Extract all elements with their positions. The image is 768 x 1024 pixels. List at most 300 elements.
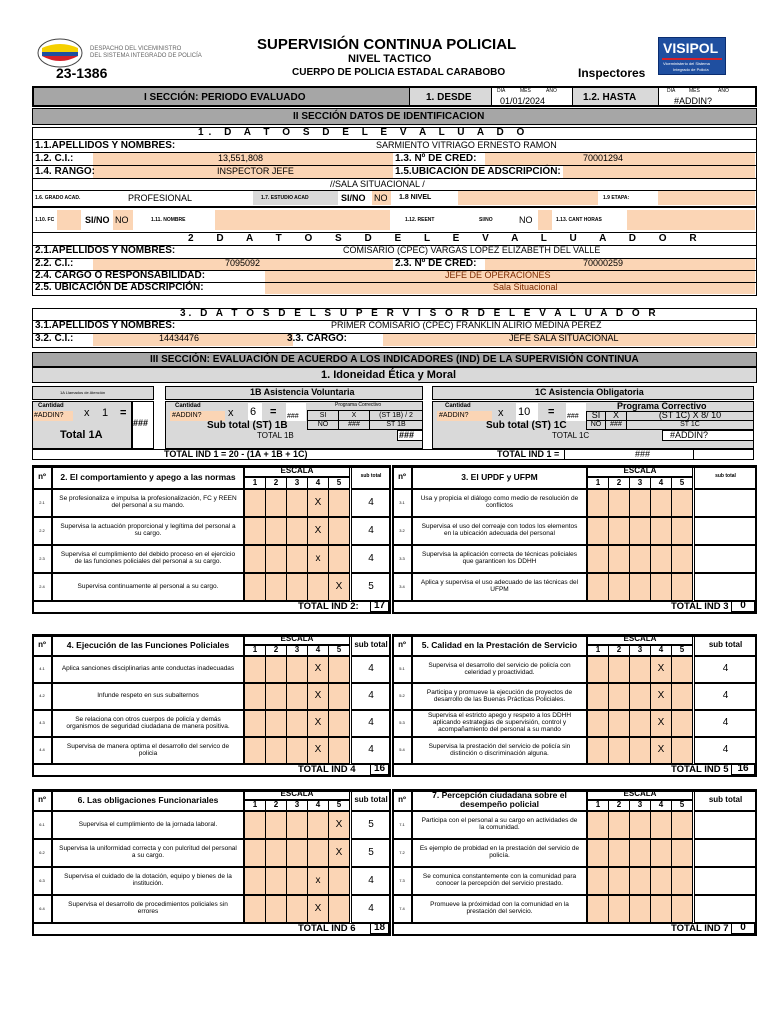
indicator-6-escala: ESCALA	[244, 789, 350, 800]
indicator-6-total-label: TOTAL IND 6	[298, 923, 356, 934]
indicator-4-item-4-subtotal: 4	[351, 737, 391, 764]
section-3-bar	[32, 352, 757, 367]
indicator-6-item-3-scale-3[interactable]	[286, 867, 308, 895]
visipol-caption-1: Viceministerio del Sistema	[663, 61, 710, 66]
indicator-3-item-3-scale-5[interactable]	[671, 545, 693, 573]
indicator-4-item-1-scale-2[interactable]	[265, 656, 287, 683]
value-apellidos-2[interactable]: COMISARIO (CPEC) VARGAS LOPEZ ELIZABETH DEL VALLE	[343, 245, 601, 255]
indicator-3-total-label: TOTAL IND 3	[671, 601, 729, 612]
sala-situacional: //SALA SITUACIONAL /	[330, 179, 425, 189]
indicator-6-item-number: 6.3	[32, 867, 52, 895]
indicator-5-escala: ESCALA	[587, 634, 693, 645]
supervisor-block	[32, 308, 757, 348]
indicator-5-total-value: 16	[731, 764, 755, 775]
indicator-2-item-2-scale-2[interactable]	[265, 517, 287, 545]
indicator-3-item-4-subtotal	[694, 573, 757, 601]
indicator-6-item-4-scale-4[interactable]: X	[307, 895, 329, 923]
label-grado: 1.6. GRADO ACAD.	[35, 195, 81, 201]
indicator-2-item-4-scale-4[interactable]	[307, 573, 329, 601]
section-2-bar	[32, 108, 757, 125]
indicator-3-n-header: nº	[392, 465, 412, 489]
indicator-4-item-text: Infunde respeto en sus subalternos	[52, 683, 244, 710]
visipol-wordmark: VISIPOL	[663, 40, 719, 56]
indicator-4-item-3-scale-3[interactable]	[286, 710, 308, 737]
indicator-2-item-4-scale-3[interactable]	[286, 573, 308, 601]
indicator-5-item-1-scale-2[interactable]	[608, 656, 630, 683]
1b-no[interactable]: NO	[307, 420, 339, 430]
indicator-6-item-2-scale-3[interactable]	[286, 839, 308, 867]
indicator-3-item-3-scale-3[interactable]	[629, 545, 651, 573]
total-ind-1-label: TOTAL IND 1 =	[497, 449, 560, 459]
indicator-2-item-number: 2.1	[32, 489, 52, 517]
indicator-3-item-4-scale-1[interactable]	[587, 573, 609, 601]
indicator-7-item-text: Participa con el personal a su cargo en actividades de la comunidad.	[412, 811, 587, 839]
indicator-5-item-4-scale-2[interactable]	[608, 737, 630, 764]
indicator-2-item-3-scale-2[interactable]	[265, 545, 287, 573]
indicator-4-escala: ESCALA	[244, 634, 350, 645]
indicator-6-item-4-scale-3[interactable]	[286, 895, 308, 923]
indicator-5-item-1-scale-3[interactable]	[629, 656, 651, 683]
indicator-2-total-label: TOTAL IND 2:	[298, 601, 359, 612]
indicator-5-scale-4: 4	[650, 645, 672, 656]
1c-cantidad-value[interactable]: #ADDIN?	[439, 412, 469, 419]
indicator-3-item-text: Usa y propicia el diálogo como medio de resolución de conflictos	[412, 489, 587, 517]
indicator-7-n-header: nº	[392, 789, 412, 811]
indicator-2-item-4-scale-1[interactable]	[244, 573, 266, 601]
indicator-7-item-3-scale-2[interactable]	[608, 867, 630, 895]
indicator-6-item-2-scale-5[interactable]: X	[328, 839, 350, 867]
1c-x-mark[interactable]: X	[605, 411, 627, 421]
indicator-3-item-4-scale-4[interactable]	[650, 573, 672, 601]
label-apellidos: 1.1.APELLIDOS Y NOMBRES:	[35, 140, 176, 151]
value-grado[interactable]: PROFESIONAL	[128, 193, 193, 203]
indicator-4-item-text: Aplica sanciones disciplinarias ante conductas inadecuadas	[52, 656, 244, 683]
indicator-4-item-3-scale-1[interactable]	[244, 710, 266, 737]
indicator-5-item-2-scale-5[interactable]	[671, 683, 693, 710]
section-2-title: II SECCIÓN DATOS DE IDENTIFICACION	[293, 111, 485, 122]
indicator-2-item-4-subtotal: 5	[351, 573, 391, 601]
label-ci: 1.2. C.I.:	[35, 153, 74, 164]
value-ci-2[interactable]: 7095092	[225, 258, 261, 268]
indicator-3-item-3-scale-4[interactable]	[650, 545, 672, 573]
visipol-logo	[658, 37, 726, 75]
1a-factor: 1	[102, 407, 109, 419]
reent-no[interactable]: NO	[519, 215, 533, 225]
indicator-6-subtotal-header: sub total	[351, 789, 391, 811]
indicator-6-item-1-scale-2[interactable]	[265, 811, 287, 839]
label-nivel: 1.8 NIVEL	[399, 194, 432, 201]
indicator-6-item-2-scale-4[interactable]	[307, 839, 329, 867]
value-cargo-3[interactable]: JEFE SALA SITUACIONAL	[509, 333, 619, 343]
1a-total-label: Total 1A	[60, 429, 103, 441]
indicator-4-total-label: TOTAL IND 4	[298, 764, 356, 775]
indicator-5-item-1-subtotal: 4	[694, 656, 757, 683]
indicator-7-item-number: 7.3	[392, 867, 412, 895]
indicator-3-item-4-scale-2[interactable]	[608, 573, 630, 601]
indicator-7-item-2-scale-2[interactable]	[608, 839, 630, 867]
label-cargo-3: 3.3. CARGO:	[287, 333, 348, 344]
indicator-4-item-3-scale-5[interactable]	[328, 710, 350, 737]
venezuela-shield-logo	[37, 38, 83, 68]
indicator-7-item-1-subtotal	[694, 811, 757, 839]
indicator-3-item-1-scale-3[interactable]	[629, 489, 651, 517]
indicator-3-item-1-scale-5[interactable]	[671, 489, 693, 517]
indicator-2-item-1-scale-4[interactable]: X	[307, 489, 329, 517]
indicator-6-item-1-scale-4[interactable]	[307, 811, 329, 839]
indicator-7-item-4-subtotal	[694, 895, 757, 923]
1c-hash: ###	[605, 420, 627, 430]
indicator-5-item-3-scale-1[interactable]	[587, 710, 609, 737]
label-ubicacion: 1.5.UBICACIÓN DE ADSCRIPCIÓN:	[395, 166, 561, 177]
indicator-2-item-3-scale-3[interactable]	[286, 545, 308, 573]
indicator-4-item-3-scale-2[interactable]	[265, 710, 287, 737]
1b-formula: (ST 1B) / 2	[369, 410, 423, 421]
indicator-2-item-4-scale-5[interactable]: X	[328, 573, 350, 601]
indicator-2-item-number: 2.4	[32, 573, 52, 601]
indicator-4-item-2-scale-4[interactable]: X	[307, 683, 329, 710]
indicator-6-scale-4: 4	[307, 800, 329, 811]
indicator-5-item-2-scale-3[interactable]	[629, 683, 651, 710]
1c-total-value: #ADDIN?	[670, 430, 709, 440]
indicator-7-item-4-scale-4[interactable]	[650, 895, 672, 923]
indicator-2-item-3-scale-1[interactable]	[244, 545, 266, 573]
value-ci[interactable]: 13,551,808	[218, 153, 264, 163]
form-code: 23-1386	[56, 65, 108, 81]
mes-label-2: MES	[689, 88, 700, 94]
visipol-caption-2: Integrado de Policía	[673, 67, 709, 72]
indicator-5-item-text: Supervisa la prestación del servicio de policía sin distinción o discriminación alguna.	[412, 737, 587, 764]
indicator-5-item-3-scale-4[interactable]: X	[650, 710, 672, 737]
indicator-6-item-3-scale-5[interactable]	[328, 867, 350, 895]
indicator-6-item-number: 6.2	[32, 839, 52, 867]
indicator-6-item-text: Supervisa la uniformidad correcta y con pulcritud del personal a su cargo.	[52, 839, 244, 867]
indicator-5-item-number: 5.2	[392, 683, 412, 710]
indicator-7-item-1-scale-2[interactable]	[608, 811, 630, 839]
indicator-6-n-header: nº	[32, 789, 52, 811]
indicator-7-item-4-scale-1[interactable]	[587, 895, 609, 923]
indicator-5-item-2-subtotal: 4	[694, 683, 757, 710]
hasta-value[interactable]: #ADDIN?	[674, 96, 713, 106]
indicator-5-item-1-scale-5[interactable]	[671, 656, 693, 683]
desde-value[interactable]: 01/01/2024	[500, 96, 546, 106]
indicator-3-item-text: Aplica y supervisa el uso adecuado de las técnicas del UFPM	[412, 573, 587, 601]
indicator-2-scale-4: 4	[307, 477, 329, 489]
indicator-3-item-3-scale-2[interactable]	[608, 545, 630, 573]
indicator-4-total-value: 16	[370, 764, 389, 775]
indicator-6-item-2-scale-2[interactable]	[265, 839, 287, 867]
indicator-4-item-2-scale-2[interactable]	[265, 683, 287, 710]
indicator-6-item-3-scale-2[interactable]	[265, 867, 287, 895]
estudio-no[interactable]: NO	[374, 193, 388, 203]
indicator-2-item-1-scale-5[interactable]	[328, 489, 350, 517]
indicator-3-item-2-scale-1[interactable]	[587, 517, 609, 545]
hasta-label: 1.2. HASTA	[583, 92, 637, 103]
indicator-4-item-4-scale-3[interactable]	[286, 737, 308, 764]
indicator-5-scale-1: 1	[587, 645, 609, 656]
despacho-line-2: DEL SISTEMA INTEGRADO DE POLICÍA	[90, 53, 202, 59]
label-etapa: 1.9 ETAPA:	[603, 195, 630, 201]
indicator-5-scale-2: 2	[608, 645, 630, 656]
value-rango[interactable]: INSPECTOR JEFE	[217, 166, 294, 176]
1c-formula: (ST 1C) X 8/ 10	[626, 411, 754, 421]
indicator-3-item-4-scale-5[interactable]	[671, 573, 693, 601]
indicator-6-item-2-subtotal: 5	[351, 839, 391, 867]
1b-si[interactable]: SI	[307, 410, 339, 421]
indicator-4-item-number: 4.2	[32, 683, 52, 710]
indicator-2-item-4-scale-2[interactable]	[265, 573, 287, 601]
indicator-2-item-2-scale-3[interactable]	[286, 517, 308, 545]
indicator-4-scale-2: 2	[265, 645, 287, 656]
evaluado-block	[32, 127, 757, 207]
indicator-6-total-value: 18	[370, 923, 389, 934]
fc-no[interactable]: NO	[115, 215, 129, 225]
indicator-4-item-1-subtotal: 4	[351, 656, 391, 683]
value-apellidos[interactable]: SARMIENTO VITRIAGO ERNESTO RAMON	[376, 140, 557, 150]
1b-factor: 6	[250, 406, 257, 418]
indicator-5-title: 5. Calidad en la Prestación de Servicio	[412, 634, 587, 656]
indicator-6-item-number: 6.4	[32, 895, 52, 923]
mes-label: MES	[520, 88, 531, 94]
indicator-4-item-text: Supervisa de manera optima el desarrollo del servico de policia	[52, 737, 244, 764]
indicator-5-item-4-scale-1[interactable]	[587, 737, 609, 764]
total-ind-1-value: ###	[635, 449, 651, 459]
indicator-4-item-1-scale-3[interactable]	[286, 656, 308, 683]
indicator-7-item-2-scale-5[interactable]	[671, 839, 693, 867]
indicator-4-item-3-scale-4[interactable]: X	[307, 710, 329, 737]
indicator-7-item-3-scale-1[interactable]	[587, 867, 609, 895]
indicator-3-item-1-scale-2[interactable]	[608, 489, 630, 517]
indicator-3-item-3-subtotal	[694, 545, 757, 573]
indicator-7-item-4-scale-2[interactable]	[608, 895, 630, 923]
indicator-7-item-3-scale-5[interactable]	[671, 867, 693, 895]
indicator-7-item-4-scale-3[interactable]	[629, 895, 651, 923]
indicator-2-item-3-scale-4[interactable]: x	[307, 545, 329, 573]
1b-x-mark[interactable]: X	[338, 410, 370, 421]
1b-cantidad-value[interactable]: #ADDIN?	[172, 412, 202, 419]
indicator-2-item-1-scale-3[interactable]	[286, 489, 308, 517]
indicator-6-item-1-scale-5[interactable]: X	[328, 811, 350, 839]
indicator-4-item-1-scale-4[interactable]: X	[307, 656, 329, 683]
indicator-6-scale-5: 5	[328, 800, 350, 811]
1a-x: x	[84, 407, 90, 419]
1a-cantidad-value[interactable]: #ADDIN?	[34, 412, 64, 419]
indicator-6-item-number: 6.1	[32, 811, 52, 839]
despacho-line-1: DESPACHO DEL VICEMINISTRO	[90, 46, 182, 52]
1b-title: 1B Asistencia Voluntaria	[250, 387, 355, 397]
1c-si[interactable]: SI	[586, 411, 606, 421]
value-ubicacion-2[interactable]: Sala Situacional	[493, 282, 558, 292]
indicator-4-item-1-scale-1[interactable]	[244, 656, 266, 683]
indicator-4-item-4-scale-5[interactable]	[328, 737, 350, 764]
indicator-5-item-number: 5.4	[392, 737, 412, 764]
indicator-5-total-label: TOTAL IND 5	[671, 764, 729, 775]
section-1-bar	[32, 86, 757, 107]
indicator-2-item-3-subtotal: 4	[351, 545, 391, 573]
indicator-5-item-2-scale-1[interactable]	[587, 683, 609, 710]
indicator-6-item-text: Supervisa el cuidado de la dotación, equipo y bienes de la institución.	[52, 867, 244, 895]
indicator-4-scale-5: 5	[328, 645, 350, 656]
indicator-7-item-1-scale-5[interactable]	[671, 811, 693, 839]
label-cargo: 2.4. CARGO O RESPONSABILIDAD:	[35, 270, 206, 281]
indicator-7-item-1-scale-3[interactable]	[629, 811, 651, 839]
indicator-4-item-4-scale-1[interactable]	[244, 737, 266, 764]
indicator-7-scale-4: 4	[650, 800, 672, 811]
indicator-7-item-2-scale-4[interactable]	[650, 839, 672, 867]
indicator-4-item-2-scale-1[interactable]	[244, 683, 266, 710]
indicator-1-block	[32, 383, 757, 463]
indicator-2-scale-2: 2	[265, 477, 287, 489]
indicator-4-item-1-scale-5[interactable]	[328, 656, 350, 683]
indicator-3-escala: ESCALA	[587, 465, 693, 477]
indicator-5-item-2-scale-4[interactable]: X	[650, 683, 672, 710]
indicator-6-item-3-subtotal: 4	[351, 867, 391, 895]
indicator-7-item-2-scale-1[interactable]	[587, 839, 609, 867]
indicator-3-item-1-scale-4[interactable]	[650, 489, 672, 517]
indicator-4-item-4-scale-4[interactable]: X	[307, 737, 329, 764]
indicator-7-item-3-scale-3[interactable]	[629, 867, 651, 895]
indicator-7-subtotal-header: sub total	[694, 789, 757, 811]
1c-programa-correctivo: Programa Correctivo	[617, 401, 707, 411]
value-credencial[interactable]: 70001294	[583, 153, 624, 163]
1b-hash: ###	[338, 420, 370, 430]
indicator-7-item-3-scale-4[interactable]	[650, 867, 672, 895]
indicator-5-item-4-scale-3[interactable]	[629, 737, 651, 764]
dia-label-2: DIA	[667, 88, 676, 94]
indicator-6-item-1-scale-3[interactable]	[286, 811, 308, 839]
value-ci-3[interactable]: 14434476	[159, 333, 200, 343]
indicator-2-total-value: 17	[370, 601, 389, 612]
label-credencial: 1.3. Nº DE CRED:	[395, 153, 477, 164]
indicator-5-item-3-scale-3[interactable]	[629, 710, 651, 737]
label-ubicacion-2: 2.5. UBICACIÓN DE ADSCRIPCIÓN:	[35, 282, 204, 293]
indicator-4-item-4-scale-2[interactable]	[265, 737, 287, 764]
indicator-3-scale-1: 1	[587, 477, 609, 489]
indicator-7-scale-5: 5	[671, 800, 693, 811]
1b-cantidad-label: Cantidad	[175, 403, 201, 409]
value-credencial-2[interactable]: 70000259	[583, 258, 624, 268]
indicator-5-item-text: Participa y promueve la ejecución de proyectos de desarrollo de las Buenas Prácticas Policiales.	[412, 683, 587, 710]
indicator-7-escala: ESCALA	[587, 789, 693, 800]
indicator-4-item-2-scale-3[interactable]	[286, 683, 308, 710]
indicator-5-item-text: Supervisa el desarrollo del servicio de policía con celeridad y proactividad.	[412, 656, 587, 683]
indicator-7-item-text: Es ejemplo de probidad en la prestación del servicio de policía.	[412, 839, 587, 867]
indicator-2-item-2-scale-5[interactable]	[328, 517, 350, 545]
indicator-4-scale-3: 3	[286, 645, 308, 656]
indicator-4-scale-1: 1	[244, 645, 266, 656]
value-cargo[interactable]: JEFE DE OPERACIONES	[445, 270, 551, 280]
indicator-6-item-4-scale-1[interactable]	[244, 895, 266, 923]
indicator-4-item-number: 4.1	[32, 656, 52, 683]
1a-cantidad-label: Cantidad	[38, 403, 64, 409]
indicator-2-scale-1: 1	[244, 477, 266, 489]
indicator-4-n-header: nº	[32, 634, 52, 656]
indicator-2-item-1-scale-1[interactable]	[244, 489, 266, 517]
label-estudio: 1.7. ESTUDIO ACAD	[261, 195, 309, 201]
fc-sino: SI/NO	[85, 215, 110, 225]
1c-st-label: ST 1C	[626, 420, 754, 430]
1b-total-value: ###	[399, 430, 415, 440]
label-ci-3: 3.2. C.I.:	[35, 333, 74, 344]
indicator-6-item-3-scale-1[interactable]	[244, 867, 266, 895]
label-cant-horas: 1.13. CANT HORAS	[556, 217, 602, 223]
section-3-title: III SECCIÓN: EVALUACIÓN DE ACUERDO A LOS INDICADORES (IND) DE LA SUPERVISIÓN CONTINUA	[150, 354, 639, 365]
1c-no[interactable]: NO	[586, 420, 606, 430]
indicator-2-item-3-scale-5[interactable]	[328, 545, 350, 573]
indicator-6-item-3-scale-4[interactable]: x	[307, 867, 329, 895]
indicator-4-scale-4: 4	[307, 645, 329, 656]
section-1-title: I SECCIÓN: PERIODO EVALUADO	[144, 92, 306, 103]
indicator-3-item-2-scale-3[interactable]	[629, 517, 651, 545]
indicator-4-item-text: Se relaciona con otros cuerpos de policía y demás organismos de seguridad ciudadana de manera positiva.	[52, 710, 244, 737]
indicator-7-item-number: 7.4	[392, 895, 412, 923]
indicator-3-scale-2: 2	[608, 477, 630, 489]
evaluado-title: 1. D A T O S D E L E V A L U A D O	[198, 127, 530, 138]
indicator-3-scale-4: 4	[650, 477, 672, 489]
indicator-7-title: 7. Percepción ciudadana sobre el desempeño policial	[412, 789, 587, 811]
indicator-2-item-text: Se profesionaliza e impulsa la profesionalización, FC y REEN del personal a su mando.	[52, 489, 244, 517]
indicator-3-item-number: 3.3	[392, 545, 412, 573]
indicator-5-item-3-scale-5[interactable]	[671, 710, 693, 737]
indicator-5-item-2-scale-2[interactable]	[608, 683, 630, 710]
indicator-3-scale-3: 3	[629, 477, 651, 489]
indicator-5-scale-5: 5	[671, 645, 693, 656]
indicator-5-n-header: nº	[392, 634, 412, 656]
indicator-3-item-1-scale-1[interactable]	[587, 489, 609, 517]
1b-equals: =	[270, 406, 277, 418]
label-credencial-2: 2.3. Nº DE CRED:	[395, 258, 477, 269]
indicator-3-item-3-scale-1[interactable]	[587, 545, 609, 573]
indicator-5-item-1-scale-1[interactable]	[587, 656, 609, 683]
indicator-3-item-2-scale-5[interactable]	[671, 517, 693, 545]
indicator-3-item-2-scale-2[interactable]	[608, 517, 630, 545]
value-apellidos-3[interactable]: PRIMER COMISARIO (CPEC) FRANKLIN ALIRIO MEDINA PEREZ	[331, 320, 602, 330]
1b-st-label: ST 1B	[369, 420, 423, 430]
indicator-6-scale-2: 2	[265, 800, 287, 811]
indicator-7-item-4-scale-5[interactable]	[671, 895, 693, 923]
total-ind-1-formula: TOTAL IND 1 = 20 - (1A + 1B + 1C)	[164, 449, 308, 459]
indicator-6-item-1-subtotal: 5	[351, 811, 391, 839]
label-fc: 1.10. FC	[35, 217, 55, 223]
indicator-2-item-2-scale-4[interactable]: X	[307, 517, 329, 545]
indicator-5-item-4-scale-4[interactable]: X	[650, 737, 672, 764]
indicator-4-item-2-scale-5[interactable]	[328, 683, 350, 710]
indicator-5-item-3-scale-2[interactable]	[608, 710, 630, 737]
indicator-5-item-4-subtotal: 4	[694, 737, 757, 764]
indicator-7-item-2-scale-3[interactable]	[629, 839, 651, 867]
indicator-2-item-2-scale-1[interactable]	[244, 517, 266, 545]
indicator-6-item-4-scale-2[interactable]	[265, 895, 287, 923]
indicator-6-scale-3: 3	[286, 800, 308, 811]
indicator-7-item-number: 7.1	[392, 811, 412, 839]
1c-cantidad-label: Cantidad	[445, 403, 471, 409]
indicator-5-item-3-subtotal: 4	[694, 710, 757, 737]
indicator-6-item-4-scale-5[interactable]	[328, 895, 350, 923]
indicator-4-title: 4. Ejecución de las Funciones Policiales	[52, 634, 244, 656]
indicator-6-item-2-scale-1[interactable]	[244, 839, 266, 867]
label-ci-2: 2.2. C.I.:	[35, 258, 74, 269]
indicator-3-item-4-scale-3[interactable]	[629, 573, 651, 601]
indicator-2-item-1-scale-2[interactable]	[265, 489, 287, 517]
indicator-7-item-1-scale-1[interactable]	[587, 811, 609, 839]
indicator-6-item-1-scale-1[interactable]	[244, 811, 266, 839]
indicator-2-item-text: Supervisa continuamente al personal a su cargo.	[52, 573, 244, 601]
indicator-5-item-1-scale-4[interactable]: X	[650, 656, 672, 683]
indicator-7-item-1-scale-4[interactable]	[650, 811, 672, 839]
indicator-5-item-4-scale-5[interactable]	[671, 737, 693, 764]
indicator-6-item-4-subtotal: 4	[351, 895, 391, 923]
indicator-3-item-2-scale-4[interactable]	[650, 517, 672, 545]
indicator-2-scale-5: 5	[328, 477, 350, 489]
